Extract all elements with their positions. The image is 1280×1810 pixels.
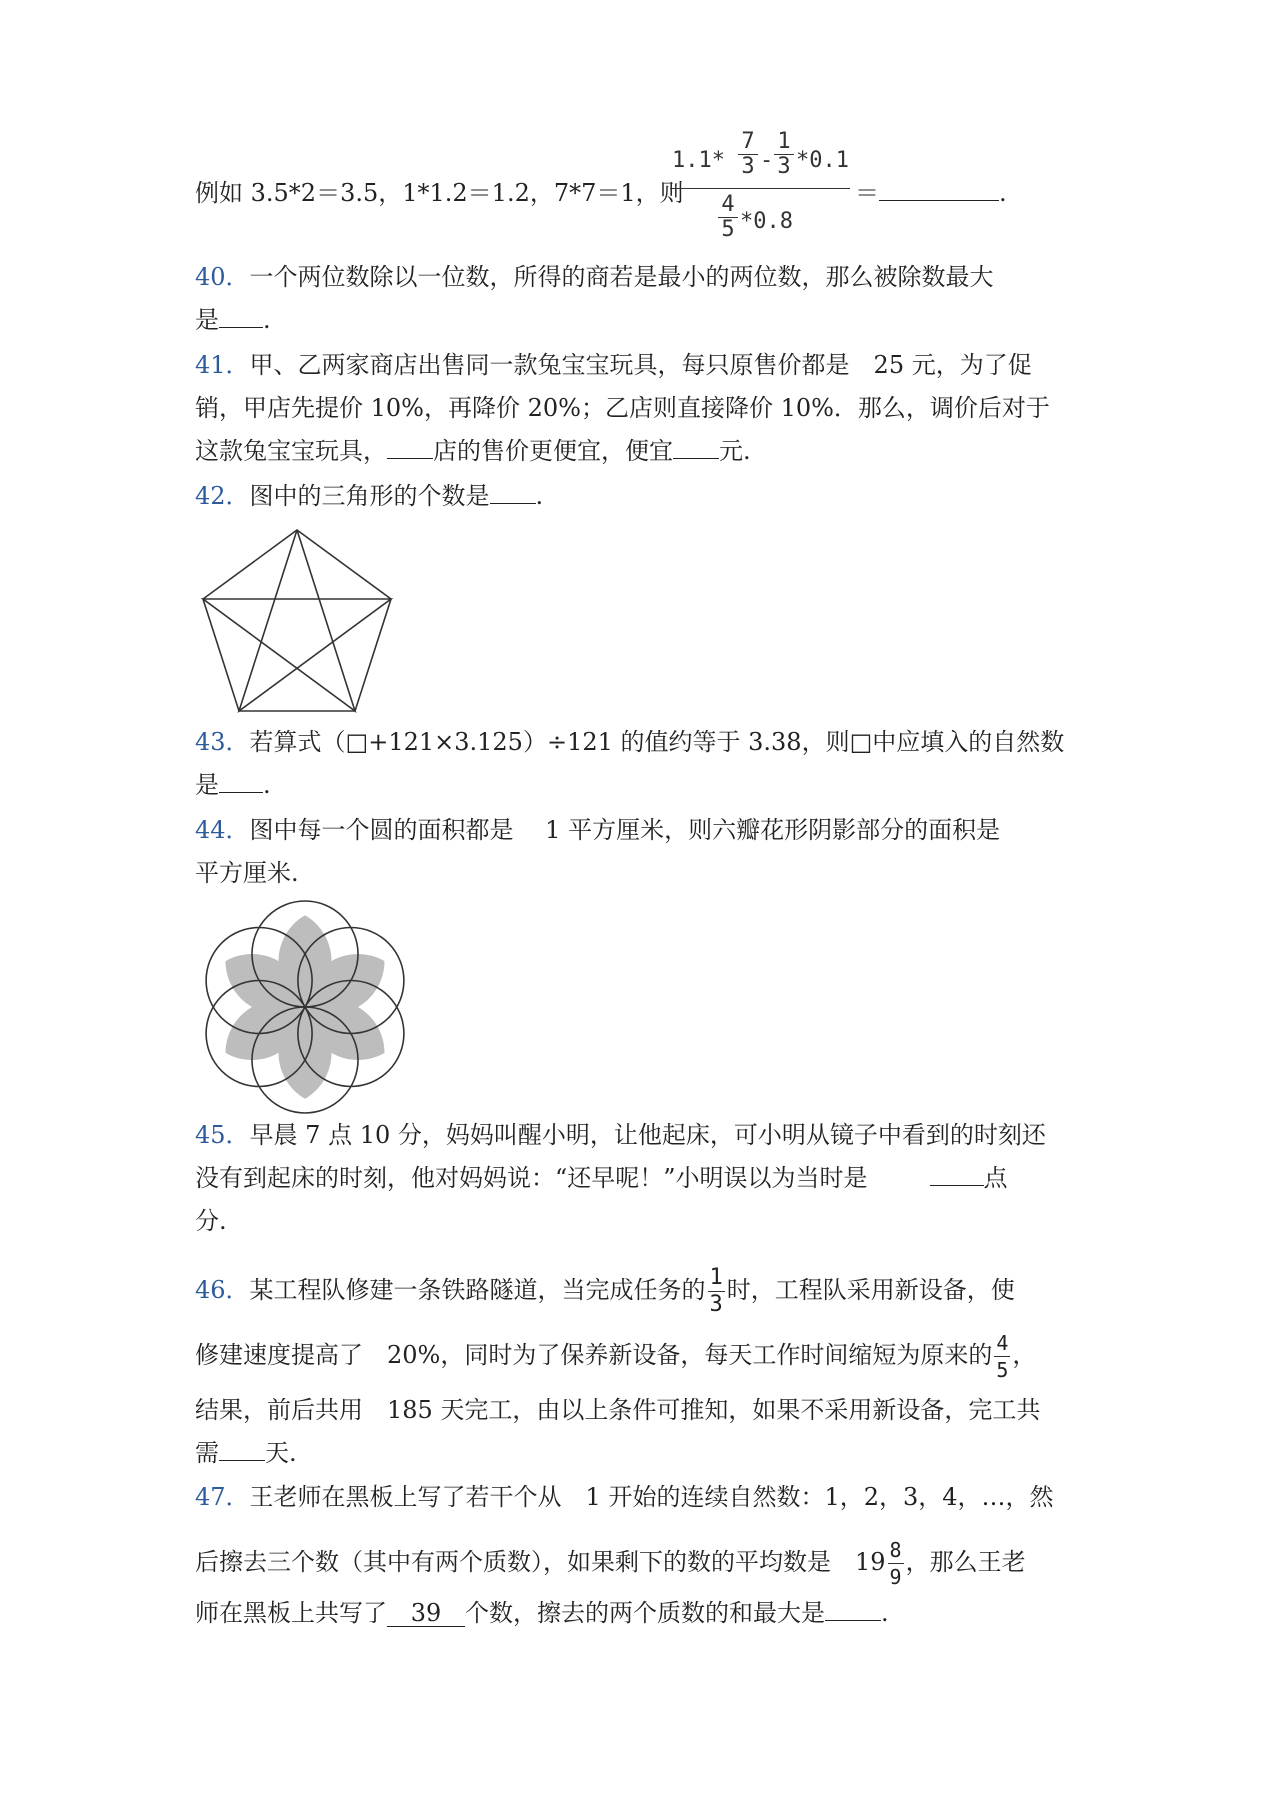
q42-line	[195, 481, 1095, 511]
q41-line1	[195, 350, 1095, 380]
q39-num-f1-d: 3	[741, 154, 755, 179]
q45-line2	[195, 1163, 1095, 1193]
q46-line2	[195, 1330, 1095, 1383]
q40-line1	[195, 262, 1095, 292]
q41-text3b: 店的售价更便宜，便宜	[433, 437, 673, 465]
q39-num-f2-d: 3	[777, 154, 791, 179]
q42-text: 图中的三角形的个数是	[249, 482, 490, 510]
q43-line2	[195, 770, 1095, 800]
q47-text3c: .	[881, 1599, 889, 1627]
q45-number: 45．	[195, 1121, 250, 1149]
q46-f2-d: 5	[996, 1358, 1009, 1382]
q46-fraction-2	[994, 1330, 1010, 1383]
q41-blank-store[interactable]	[387, 457, 433, 459]
q44-line1	[195, 815, 1095, 845]
q46-line1	[195, 1265, 1095, 1318]
q45-text2b: 点	[983, 1164, 1008, 1192]
q39-den-f-n: 4	[718, 193, 738, 218]
q39-answer	[855, 178, 1015, 208]
q47-line2	[195, 1537, 1095, 1590]
q43-text1: 若算式（□+121×3.125）÷121 的值约等于 3.38，则□中应填入的自然数	[249, 728, 1065, 756]
q40-line2	[195, 305, 1095, 335]
q39-equals: ＝	[855, 179, 879, 207]
q41-text3a: 这款兔宝宝玩具，	[195, 437, 387, 465]
q45-line1	[195, 1120, 1095, 1150]
q39-num-a: 1.1*	[672, 148, 725, 173]
q39-denominator	[670, 189, 850, 245]
star-lines	[203, 530, 391, 711]
q39-num-f2	[774, 130, 794, 179]
q41-blank-amount[interactable]	[673, 457, 719, 459]
q47-text3b: 个数，擦去的两个质数的和最大是	[465, 1599, 825, 1627]
q41-text1: 甲、乙两家商店出售同一款兔宝宝玩具，每只原售价都是 25 元，为了促	[249, 351, 1032, 379]
q39-den-f	[718, 193, 738, 242]
q43-text2b: .	[263, 771, 271, 799]
q46-text2b: ，	[1012, 1341, 1037, 1369]
six-circle-flower-figure	[195, 900, 415, 1115]
q39-num-f2-n: 1	[774, 130, 794, 155]
q47-text1: 王老师在黑板上写了若干个从 1 开始的连续自然数：1，2，3，4，…，然	[249, 1483, 1054, 1511]
q46-text4a: 需	[195, 1439, 219, 1467]
q47-text2b: ，那么王老	[905, 1548, 1026, 1576]
q39-prefix: 例如 3.5*2＝3.5，1*1.2＝1.2，7*7＝1，则	[195, 179, 684, 207]
q47-answer-filled: 39	[387, 1600, 465, 1627]
q45-text3: 分.	[195, 1207, 227, 1235]
q47-blank[interactable]	[825, 1619, 881, 1621]
q46-text3: 结果，前后共用 185 天完工，由以上条件可推知，如果不采用新设备，完工共	[195, 1396, 1041, 1424]
q44-line2	[195, 858, 1095, 888]
q40-text1: 一个两位数除以一位数，所得的商若是最小的两位数，那么被除数最大	[249, 263, 994, 291]
q46-f2-n: 4	[996, 1331, 1009, 1355]
q39-num-op: -	[760, 148, 774, 173]
q47-text3a: 师在黑板上共写了	[195, 1599, 387, 1627]
q40-blank[interactable]	[219, 326, 263, 328]
q47-f-d: 9	[889, 1565, 902, 1589]
q41-text3c: 元.	[719, 437, 751, 465]
q42-number: 42．	[195, 482, 250, 510]
q39-num-f1-n: 7	[738, 130, 758, 155]
q46-f1-n: 1	[709, 1265, 723, 1290]
q41-line2	[195, 393, 1095, 423]
q44-number: 44．	[195, 816, 250, 844]
q45-text2a: 没有到起床的时刻，他对妈妈说：“还早呢！”小明误以为当时是	[195, 1164, 868, 1192]
q47-line3	[195, 1598, 1095, 1628]
q44-text2: 平方厘米.	[195, 859, 299, 887]
q46-text1b: 时，工程队采用新设备，使	[726, 1276, 1015, 1304]
q42-end: .	[535, 482, 544, 510]
q43-line1	[195, 727, 1095, 757]
q41-number: 41．	[195, 351, 250, 379]
q39-den-f-d: 5	[721, 217, 735, 242]
q39-blank[interactable]	[879, 199, 999, 201]
q40-number: 40．	[195, 263, 250, 291]
q46-number: 46．	[195, 1276, 250, 1304]
q47-line1	[195, 1482, 1095, 1512]
q46-fraction-1	[708, 1265, 725, 1318]
q46-f1-d: 3	[709, 1292, 723, 1317]
pentagon-star-figure	[195, 525, 405, 725]
q44-text1: 图中每一个圆的面积都是 1 平方厘米，则六瓣花形阴影部分的面积是	[249, 816, 1001, 844]
q47-fraction	[888, 1537, 904, 1590]
q43-number: 43．	[195, 728, 250, 756]
q46-line3	[195, 1395, 1095, 1425]
q42-blank[interactable]	[490, 502, 536, 504]
q39-den-b: *0.8	[740, 209, 793, 234]
q39-num-b: *0.1	[796, 148, 849, 173]
q45-text1: 早晨 7 点 10 分，妈妈叫醒小明，让他起床，可小明从镜子中看到的时刻还	[249, 1121, 1046, 1149]
q39-fraction	[670, 130, 850, 245]
q43-blank[interactable]	[219, 791, 263, 793]
q40-text2a: 是	[195, 306, 219, 334]
q47-text2a: 后擦去三个数（其中有两个质数），如果剩下的数的平均数是 19	[195, 1548, 886, 1576]
q46-text2a: 修建速度提高了 20%，同时为了保养新设备，每天工作时间缩短为原来的	[195, 1341, 993, 1369]
q45-line3	[195, 1206, 1095, 1236]
q39-num-f1	[738, 130, 758, 179]
q46-line4	[195, 1438, 1095, 1468]
q39-numerator	[670, 130, 850, 189]
q46-text4b: 天.	[265, 1439, 297, 1467]
q40-text2b: .	[263, 306, 271, 334]
q47-f-n: 8	[889, 1538, 902, 1562]
q43-text2a: 是	[195, 771, 219, 799]
q47-number: 47．	[195, 1483, 250, 1511]
q39-end: .	[999, 179, 1007, 207]
q41-line3	[195, 436, 1095, 466]
q46-text1a: 某工程队修建一条铁路隧道，当完成任务的	[249, 1276, 706, 1304]
q41-text2: 销，甲店先提价 10%，再降价 20%；乙店则直接降价 10%．那么，调价后对于	[195, 394, 1050, 422]
q46-blank[interactable]	[219, 1459, 265, 1461]
q45-blank-hour[interactable]	[930, 1184, 984, 1186]
